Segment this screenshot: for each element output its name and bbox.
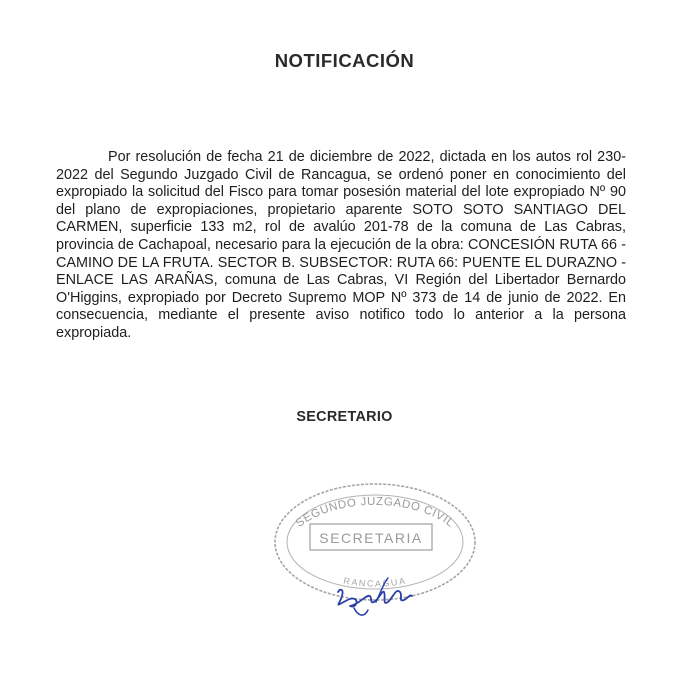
handwritten-signature bbox=[338, 590, 412, 607]
notification-paragraph: Por resolución de fecha 21 de diciembre de 2022, dictada en los autos rol 230-2022 del Segundo Juzgado Civil de Rancagua, se ordenó poner en conocimiento del expropiado la solicitud del Fisco para tomar posesión material del lote expropiado Nº 90 del plano de expropiaciones, propietario aparente SOTO SOTO SANTIAGO DEL CARMEN, superficie 133 m2, rol de avalúo 201-78 de la comuna de Las Cabras, provincia de Cachapoal, necesario para la ejecución de la obra: CONCESIÓN RUTA 66 - CAMINO DE LA FRUTA. SECTOR B. SUBSECTOR: RUTA 66: PUENTE EL DURAZNO - ENLACE LAS ARAÑAS, comuna de Las Cabras, VI Región del Libertador Bernardo O'Higgins, expropiado por Decreto Supremo MOP Nº 373 de 14 de junio de 2022. En consecuencia, mediante el presente aviso notifico todo lo anterior a la persona expropiada. bbox=[56, 149, 626, 341]
stamp-bottom-text: RANCAGUA bbox=[342, 575, 408, 589]
court-stamp bbox=[270, 470, 480, 630]
notification-body bbox=[56, 149, 626, 343]
signer-title: SECRETARIO bbox=[296, 409, 393, 425]
document-title: NOTIFICACIÓN bbox=[274, 50, 415, 71]
stamp-top-text: SEGUNDO JUZGADO CIVIL bbox=[293, 495, 457, 530]
stamp-center-text: SECRETARIA bbox=[319, 530, 423, 546]
